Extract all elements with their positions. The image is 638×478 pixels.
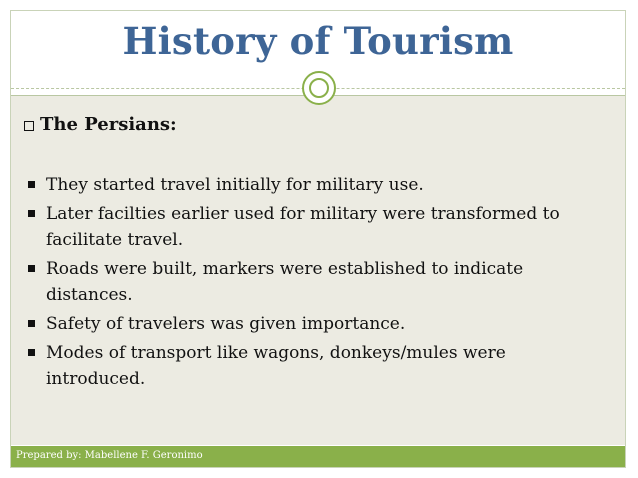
list-item-text: Safety of travelers was given importance. [46, 314, 406, 334]
section-heading [24, 114, 177, 135]
square-bullet-icon [28, 265, 35, 272]
list-item-text: Roads were built, markers were established to indicate distances. [46, 259, 524, 305]
list-item [28, 172, 608, 198]
square-bullet-icon [28, 349, 35, 356]
circle-ornament-icon [302, 71, 336, 105]
bullet-list [28, 172, 608, 395]
list-item-text: They started travel initially for military use. [46, 175, 424, 195]
checkbox-icon [24, 121, 34, 131]
square-bullet-icon [28, 320, 35, 327]
square-bullet-icon [28, 210, 35, 217]
list-item [28, 201, 608, 253]
circle-ornament-inner [309, 78, 329, 98]
list-item-text: Later facilties earlier used for military were transformed to facilitate travel. [46, 204, 560, 250]
list-item [28, 256, 608, 308]
square-bullet-icon [28, 181, 35, 188]
list-item [28, 340, 608, 392]
slide-title: History of Tourism [122, 19, 514, 63]
section-heading-text: The Persians: [40, 114, 177, 135]
footer-credit: Prepared by: Mabellene F. Geronimo [16, 450, 203, 461]
list-item [28, 311, 608, 337]
list-item-text: Modes of transport like wagons, donkeys/mules were introduced. [46, 343, 506, 389]
